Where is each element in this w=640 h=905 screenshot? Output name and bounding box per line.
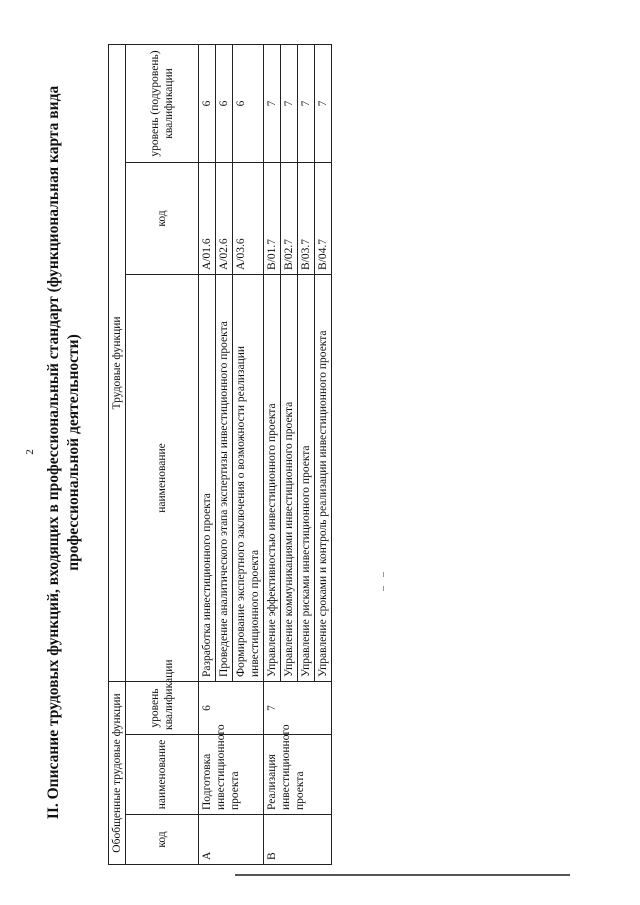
page-number: 2 [24, 449, 36, 455]
gf-name-cell: Подготовка инвестиционного проекта [199, 735, 264, 815]
header-name: наименование [126, 735, 199, 815]
tf-code-cell: B/04.7 [315, 162, 332, 274]
tf-level-cell: 7 [298, 44, 315, 162]
header-labor-functions: Трудовые функции [109, 44, 126, 681]
tf-name-cell: Управление коммуникациями инвестиционного проекта [281, 274, 298, 681]
header-level: уровень квалификации [126, 681, 199, 734]
functional-map-table [108, 44, 332, 865]
header-tf-level: уровень (подуровень) квалификации [126, 44, 199, 162]
tf-level-cell: 6 [216, 44, 233, 162]
scan-speck [383, 586, 384, 591]
gf-code-cell: A [199, 815, 264, 865]
tf-name-cell: Управление рисками инвестиционного проекта [298, 274, 315, 681]
tf-name-cell: Управление эффективностью инвестиционного проекта [264, 274, 281, 681]
header-code: код [126, 815, 199, 865]
tf-code-cell: A/03.6 [233, 162, 264, 274]
tf-code-cell: A/02.6 [216, 162, 233, 274]
tf-code-cell: B/01.7 [264, 162, 281, 274]
gf-level-cell: 7 [264, 681, 332, 734]
tf-level-cell: 6 [233, 44, 264, 162]
tf-level-cell: 6 [199, 44, 216, 162]
tf-code-cell: B/02.7 [281, 162, 298, 274]
heading-line-2: профессиональной деятельности) [65, 334, 82, 571]
gf-level-cell: 6 [199, 681, 264, 734]
header-generalized-functions: Обобщенные трудовые функции [109, 681, 126, 864]
scan-artifact-line [235, 874, 570, 876]
header-tf-name: наименование [126, 274, 199, 681]
header-tf-code: код [126, 162, 199, 274]
tf-name-cell: Управление сроками и контроль реализации инвестиционного проекта [315, 274, 332, 681]
tf-level-cell: 7 [281, 44, 298, 162]
heading-line-1: II. Описание трудовых функций, входящих в профессиональный стандарт (функциональная карта вида [45, 85, 62, 820]
tf-code-cell: A/01.6 [199, 162, 216, 274]
table-row [199, 44, 216, 864]
tf-name-cell: Формирование экспертного заключения о возможности реализации инвестиционного проекта [233, 274, 264, 681]
tf-level-cell: 7 [315, 44, 332, 162]
gf-code-cell: B [264, 815, 332, 865]
table-row [264, 44, 281, 864]
gf-name-cell: Реализация инвестиционного проекта [264, 735, 332, 815]
tf-name-cell: Разработка инвестиционного проекта [199, 274, 216, 681]
tf-name-cell: Проведение аналитического этапа экспертизы инвестиционного проекта [216, 274, 233, 681]
section-heading [44, 40, 84, 865]
tf-code-cell: B/03.7 [298, 162, 315, 274]
header-row-1 [109, 44, 126, 864]
scan-speck [383, 572, 384, 577]
header-row-2 [126, 44, 199, 864]
tf-level-cell: 7 [264, 44, 281, 162]
